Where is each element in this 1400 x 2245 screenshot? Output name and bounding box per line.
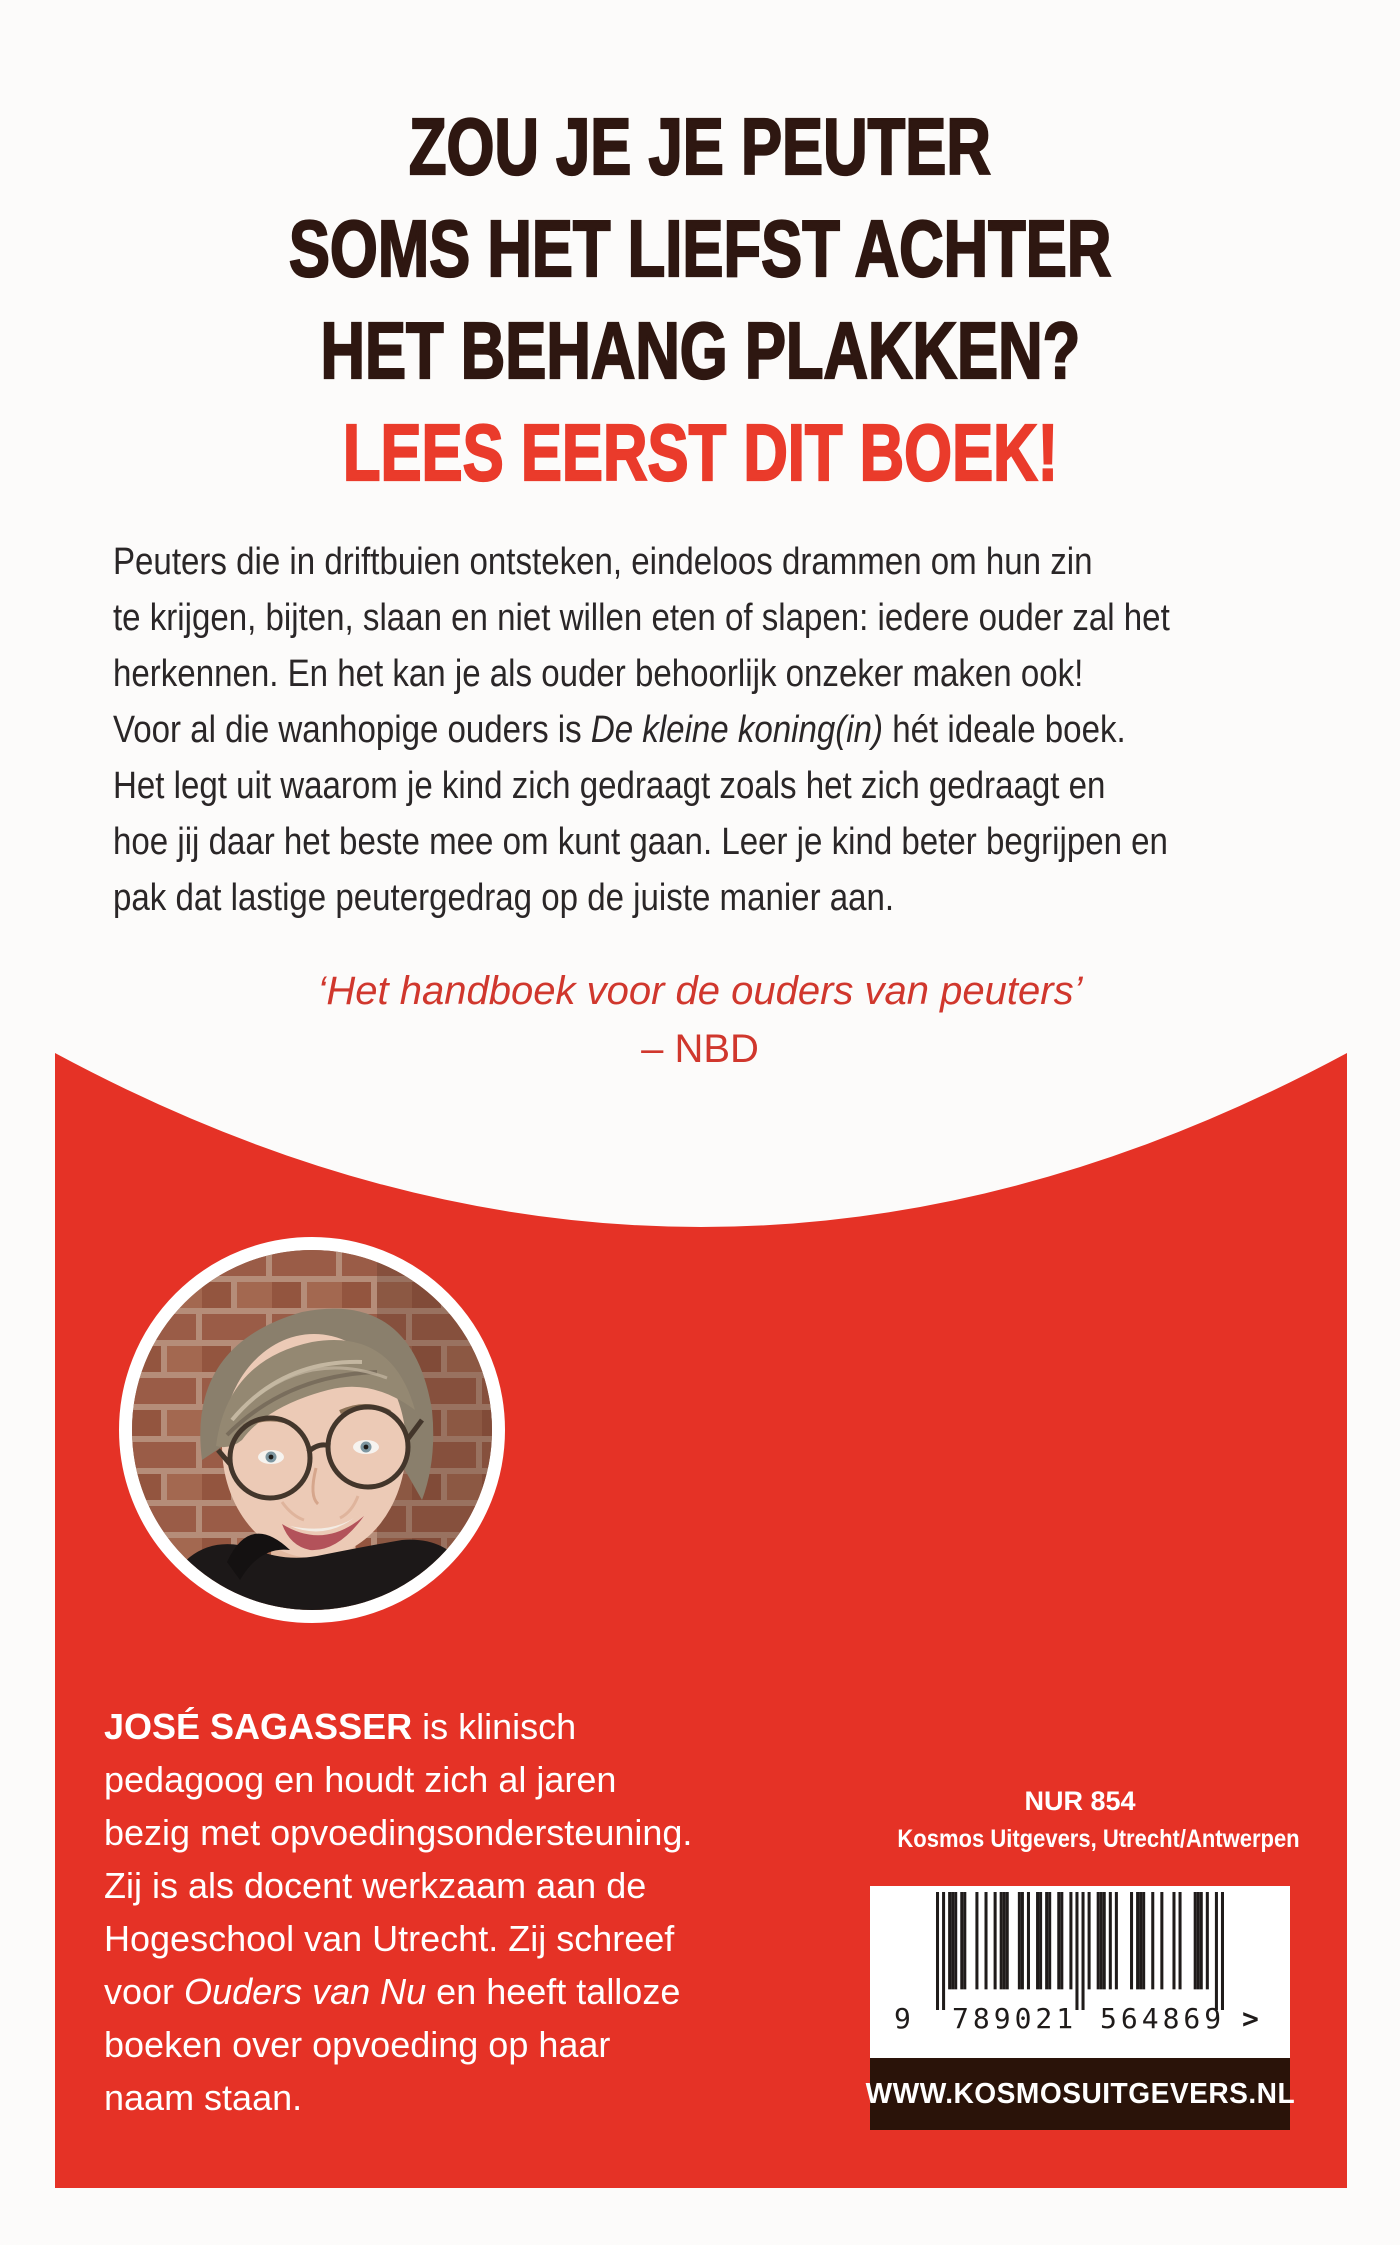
text-line — [113, 814, 1218, 870]
text-line — [104, 2071, 764, 2124]
text-segment: hét ideale boek. — [883, 709, 1126, 751]
website-url: WWW.KOSMOSUITGEVERS.NL — [865, 2077, 1295, 2110]
text-segment: voor — [104, 1971, 185, 2012]
text-segment: Ouders van Nu — [184, 1971, 427, 2012]
text-segment: JOSÉ SAGASSER — [104, 1706, 413, 1747]
text-line — [104, 1965, 764, 2018]
review-quote — [0, 962, 1400, 1078]
publisher-imprint-text: Kosmos Uitgevers, Utrecht/Antwerpen — [897, 1825, 1300, 1853]
barcode-arrow: > — [1242, 2002, 1259, 2035]
headline-line — [0, 198, 1400, 300]
headline-text: ZOU JE JE PEUTER — [409, 102, 991, 191]
text-line — [113, 702, 1218, 758]
text-segment: boeken over opvoeding op haar — [104, 2024, 611, 2065]
text-line — [104, 1753, 764, 1806]
headline-line — [0, 96, 1400, 198]
nur-code: NUR 854 — [1024, 1786, 1136, 1816]
curved-top-edge — [55, 1053, 1347, 1228]
headline-text: SOMS HET LIEFST ACHTER — [288, 204, 1112, 293]
barcode-digits — [870, 2002, 1290, 2038]
text-line — [113, 590, 1218, 646]
quote-text: ‘Het handboek voor de ouders van peuters’ — [317, 969, 1083, 1013]
text-segment: herkennen. En het kan je als ouder behoorlijk onzeker maken ook! — [113, 653, 1084, 695]
barcode-bars — [936, 1892, 1224, 2010]
text-segment: Voor al die wanhopige ouders is — [113, 709, 591, 751]
text-segment: te krijgen, bijten, slaan en niet willen eten of slapen: iedere ouder zal het — [113, 597, 1170, 639]
barcode — [870, 1886, 1290, 2058]
barcode-digit-lead: 9 — [894, 2002, 911, 2035]
text-line — [104, 1859, 764, 1912]
barcode-digit-group: 789021 — [952, 2002, 1078, 2035]
publisher-imprint — [870, 1820, 1300, 1858]
author-portrait-illustration — [132, 1250, 492, 1610]
blurb-paragraph — [113, 534, 1383, 926]
text-segment: en heeft talloze — [426, 1971, 681, 2012]
text-segment: pak dat lastige peutergedrag op de juiste manier aan. — [113, 877, 895, 919]
text-segment: Hogeschool van Utrecht. Zij schreef — [104, 1918, 675, 1959]
publisher-block — [865, 1782, 1300, 2130]
headline-line — [0, 300, 1400, 402]
author-photo — [119, 1237, 505, 1623]
text-line — [104, 2018, 764, 2071]
text-segment: De kleine koning(in) — [590, 709, 884, 751]
headline-text: HET BEHANG PLAKKEN? — [320, 306, 1080, 395]
text-segment: hoe jij daar het beste mee om kunt gaan. Leer je kind beter begrijpen en — [113, 821, 1168, 863]
text-line — [113, 534, 1218, 590]
headline — [0, 96, 1400, 504]
text-segment: naam staan. — [104, 2077, 303, 2118]
author-bio — [104, 1700, 764, 2124]
text-line — [104, 1912, 764, 1965]
text-segment: pedagoog en houdt zich al jaren — [104, 1759, 617, 1800]
barcode-digit-group: 564869 — [1100, 2002, 1226, 2035]
text-line — [104, 1806, 764, 1859]
text-segment: Het legt uit waarom je kind zich gedraagt zoals het zich gedraagt en — [113, 765, 1106, 807]
text-segment: is klinisch — [412, 1706, 577, 1747]
quote-attribution: – NBD — [641, 1027, 759, 1071]
text-line — [113, 870, 1218, 926]
headline-cta — [0, 402, 1400, 504]
text-line — [113, 758, 1218, 814]
website-bar — [865, 2058, 1295, 2130]
text-line — [104, 1700, 764, 1753]
text-segment: Zij is als docent werkzaam aan de — [104, 1865, 647, 1906]
text-segment: bezig met opvoedingsondersteuning. — [104, 1812, 693, 1853]
text-line — [113, 646, 1218, 702]
text-segment: Peuters die in driftbuien ontsteken, eindeloos drammen om hun zin — [113, 541, 1093, 583]
headline-cta-text: LEES EERST DIT BOEK! — [342, 408, 1058, 497]
